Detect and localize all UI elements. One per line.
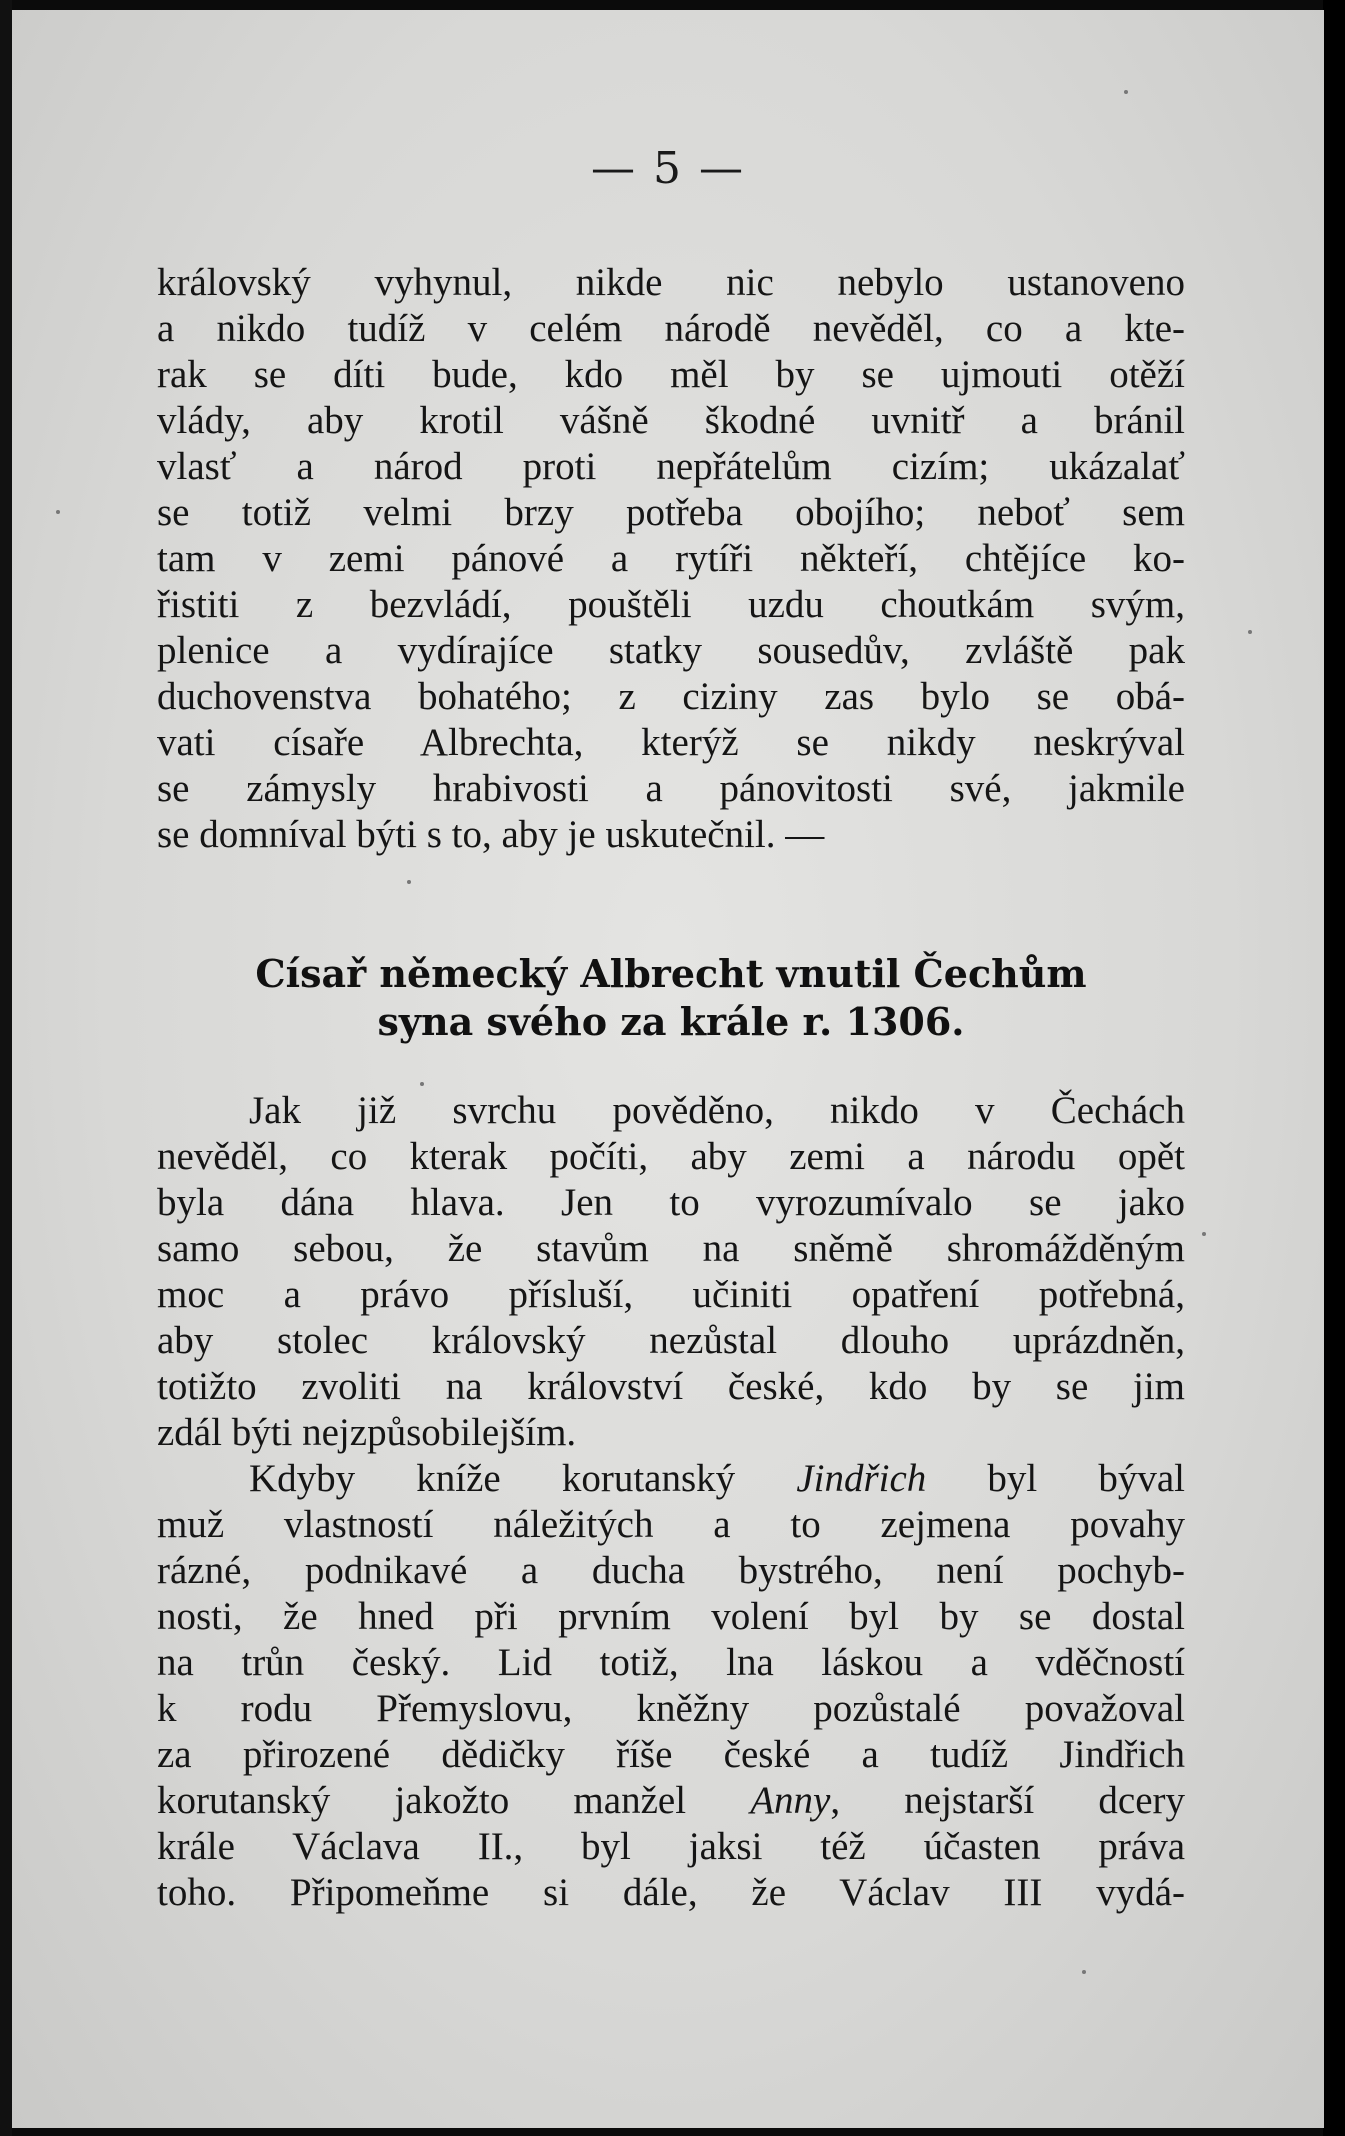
name-anny: Anny	[750, 1779, 831, 1822]
scan-left-edge	[0, 0, 12, 2136]
name-jindrich: Jindřich	[796, 1457, 927, 1500]
text-line: vlasť a národ proti nepřátelům cizím; ukázalať	[157, 445, 1185, 488]
text-line: duchovenstva bohatého; z ciziny zas bylo se obá-	[157, 675, 1185, 718]
text-line: toho. Připomeňme si dále, že Václav III vydá-	[157, 1871, 1185, 1914]
scan-right-edge	[1323, 0, 1345, 2136]
heading-line-2: syna svého za krále r. 1306.	[377, 999, 965, 1044]
scan-speck	[1082, 1970, 1086, 1974]
scan-speck	[407, 880, 411, 884]
text-line: plenice a vydírajíce statky sousedův, zvláště pak	[157, 629, 1185, 672]
text-line: vlády, aby krotil vášně škodné uvnitř a bránil	[157, 399, 1185, 442]
text-line: řistiti z bezvládí, pouštěli uzdu choutkám svým,	[157, 583, 1185, 626]
text-line: moc a právo přísluší, učiniti opatření potřebná,	[157, 1273, 1185, 1316]
paragraph-3	[157, 1456, 1185, 1916]
text-segment: Kdyby kníže korutanský	[249, 1457, 736, 1500]
text-segment: byl býval	[987, 1457, 1186, 1500]
paragraph-2	[157, 1088, 1185, 1456]
text-line: vati císaře Albrechta, kterýž se nikdy neskrýval	[157, 721, 1185, 764]
text-line: samo sebou, že stavům na sněmě shromážděným	[157, 1227, 1185, 1270]
text-line: Jak již svrchu pověděno, nikdo v Čechách	[249, 1089, 1185, 1132]
text-line: rak se díti bude, kdo měl by se ujmouti otěží	[157, 353, 1185, 396]
heading-line-1: Císař německý Albrecht vnutil Čechům	[255, 951, 1087, 996]
text-segment: , nejstarší dcery	[830, 1779, 1186, 1822]
text-line: byla dána hlava. Jen to vyrozumívalo se jako	[157, 1181, 1185, 1224]
text-line: k rodu Přemyslovu, kněžny pozůstalé považoval	[157, 1687, 1185, 1730]
text-segment: korutanský jakožto manžel	[157, 1779, 687, 1822]
text-line: se totiž velmi brzy potřeba obojího; neboť sem	[157, 491, 1185, 534]
text-line: se domníval býti s to, aby je uskutečnil. —	[157, 813, 825, 856]
text-line: tam v zemi pánové a rytíři někteří, chtějíce ko-	[157, 537, 1185, 580]
scan-speck	[56, 510, 60, 514]
text-line	[157, 1456, 1185, 1502]
book-page	[12, 10, 1324, 2128]
text-line: krále Václava II., byl jaksi též účasten práva	[157, 1825, 1185, 1868]
text-line: za přirozené dědičky říše české a tudíž Jindřich	[157, 1733, 1185, 1776]
text-line: se zámysly hrabivosti a pánovitosti své, jakmile	[157, 767, 1185, 810]
text-line: rázné, podnikavé a ducha bystrého, není pochyb-	[157, 1549, 1185, 1592]
text-line: nevěděl, co kterak počíti, aby zemi a národu opět	[157, 1135, 1185, 1178]
text-line: zdál býti nejzpůsobilejším.	[157, 1411, 577, 1454]
text-line: na trůn český. Lid totiž, lna láskou a vděčností	[157, 1641, 1185, 1684]
text-line: aby stolec královský nezůstal dlouho uprázdněn,	[157, 1319, 1185, 1362]
text-line: totižto zvoliti na království české, kdo by se jim	[157, 1365, 1185, 1408]
text-line: muž vlastností náležitých a to zejmena povahy	[157, 1503, 1185, 1546]
scan-speck	[1124, 90, 1128, 94]
text-line	[157, 1778, 1185, 1824]
section-heading	[157, 950, 1185, 1046]
text-line: a nikdo tudíž v celém národě nevěděl, co a kte-	[157, 307, 1185, 350]
scan-speck	[420, 1082, 424, 1086]
page-number: — 5 —	[591, 143, 745, 194]
scan-speck	[1248, 630, 1252, 634]
text-line: královský vyhynul, nikde nic nebylo ustanoveno	[157, 261, 1185, 304]
paragraph-1	[157, 260, 1185, 858]
scan-speck	[1202, 1232, 1206, 1236]
text-line: nosti, že hned při prvním volení byl by se dostal	[157, 1595, 1185, 1638]
